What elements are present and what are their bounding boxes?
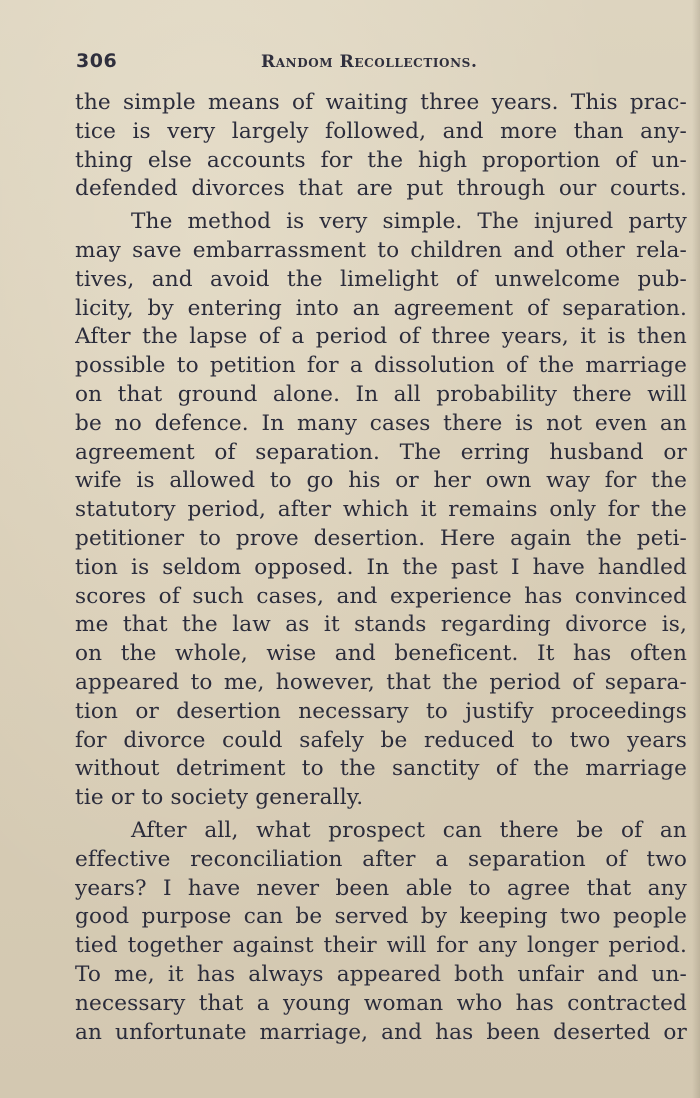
text-line: statutory period, after which it remains only for the bbox=[75, 497, 687, 523]
text-line: me that the law as it stands regarding divorce is, bbox=[75, 612, 687, 638]
text-line: tion or desertion necessary to justify proceedings bbox=[75, 698, 687, 724]
text-line: wife is allowed to go his or her own way for the bbox=[75, 468, 687, 494]
text-line: After the lapse of a period of three years, it is then bbox=[75, 324, 687, 350]
text-line: an unfortunate marriage, and has been deserted or bbox=[75, 1019, 687, 1045]
text-line: the simple means of waiting three years. This prac- bbox=[75, 90, 687, 115]
text-line: be no defence. In many cases there is not even an bbox=[75, 410, 687, 436]
text-line: tives, and avoid the limelight of unwelcome pub- bbox=[75, 266, 687, 292]
text-line: defended divorces that are put through our courts. bbox=[75, 176, 687, 202]
text-line: petitioner to prove desertion. Here again the peti- bbox=[75, 525, 687, 551]
text-line: tie or to society generally. bbox=[75, 785, 364, 811]
text-line: The method is very simple. The injured party bbox=[131, 209, 687, 235]
text-line: agreement of separation. The erring husband or bbox=[75, 439, 687, 465]
text-line: good purpose can be served by keeping two people bbox=[75, 904, 687, 930]
page-header bbox=[76, 46, 688, 80]
text-line: After all, what prospect can there be of an bbox=[131, 817, 687, 843]
text-line: licity, by entering into an agreement of separation. bbox=[75, 295, 687, 321]
page-edge-shadow bbox=[692, 0, 700, 1098]
page-number: 306 bbox=[76, 50, 118, 72]
text-line: years? I have never been able to agree that any bbox=[75, 875, 687, 901]
text-line: effective reconciliation after a separation of two bbox=[75, 846, 687, 872]
text-line: tice is very largely followed, and more than any- bbox=[75, 118, 687, 144]
running-head: Random Recollections. bbox=[261, 52, 478, 72]
text-line: To me, it has always appeared both unfair and un- bbox=[75, 961, 687, 987]
text-line: tion is seldom opposed. In the past I have handled bbox=[75, 554, 687, 580]
text-line: scores of such cases, and experience has convinced bbox=[75, 583, 687, 609]
text-line: necessary that a young woman who has contracted bbox=[75, 990, 687, 1016]
text-line: for divorce could safely be reduced to two years bbox=[75, 727, 687, 753]
text-line: without detriment to the sanctity of the marriage bbox=[75, 756, 687, 782]
body-text bbox=[75, 89, 687, 1047]
text-line: thing else accounts for the high proportion of un- bbox=[75, 147, 687, 173]
text-line: tied together against their will for any longer period. bbox=[75, 933, 687, 959]
text-line: on the whole, wise and beneficent. It has often bbox=[75, 641, 687, 667]
text-line: on that ground alone. In all probability there will bbox=[75, 381, 687, 407]
text-line: possible to petition for a dissolution of the marriage bbox=[75, 353, 687, 379]
text-line: appeared to me, however, that the period of separa- bbox=[75, 669, 687, 695]
text-line: may save embarrassment to children and other rela- bbox=[75, 237, 687, 263]
